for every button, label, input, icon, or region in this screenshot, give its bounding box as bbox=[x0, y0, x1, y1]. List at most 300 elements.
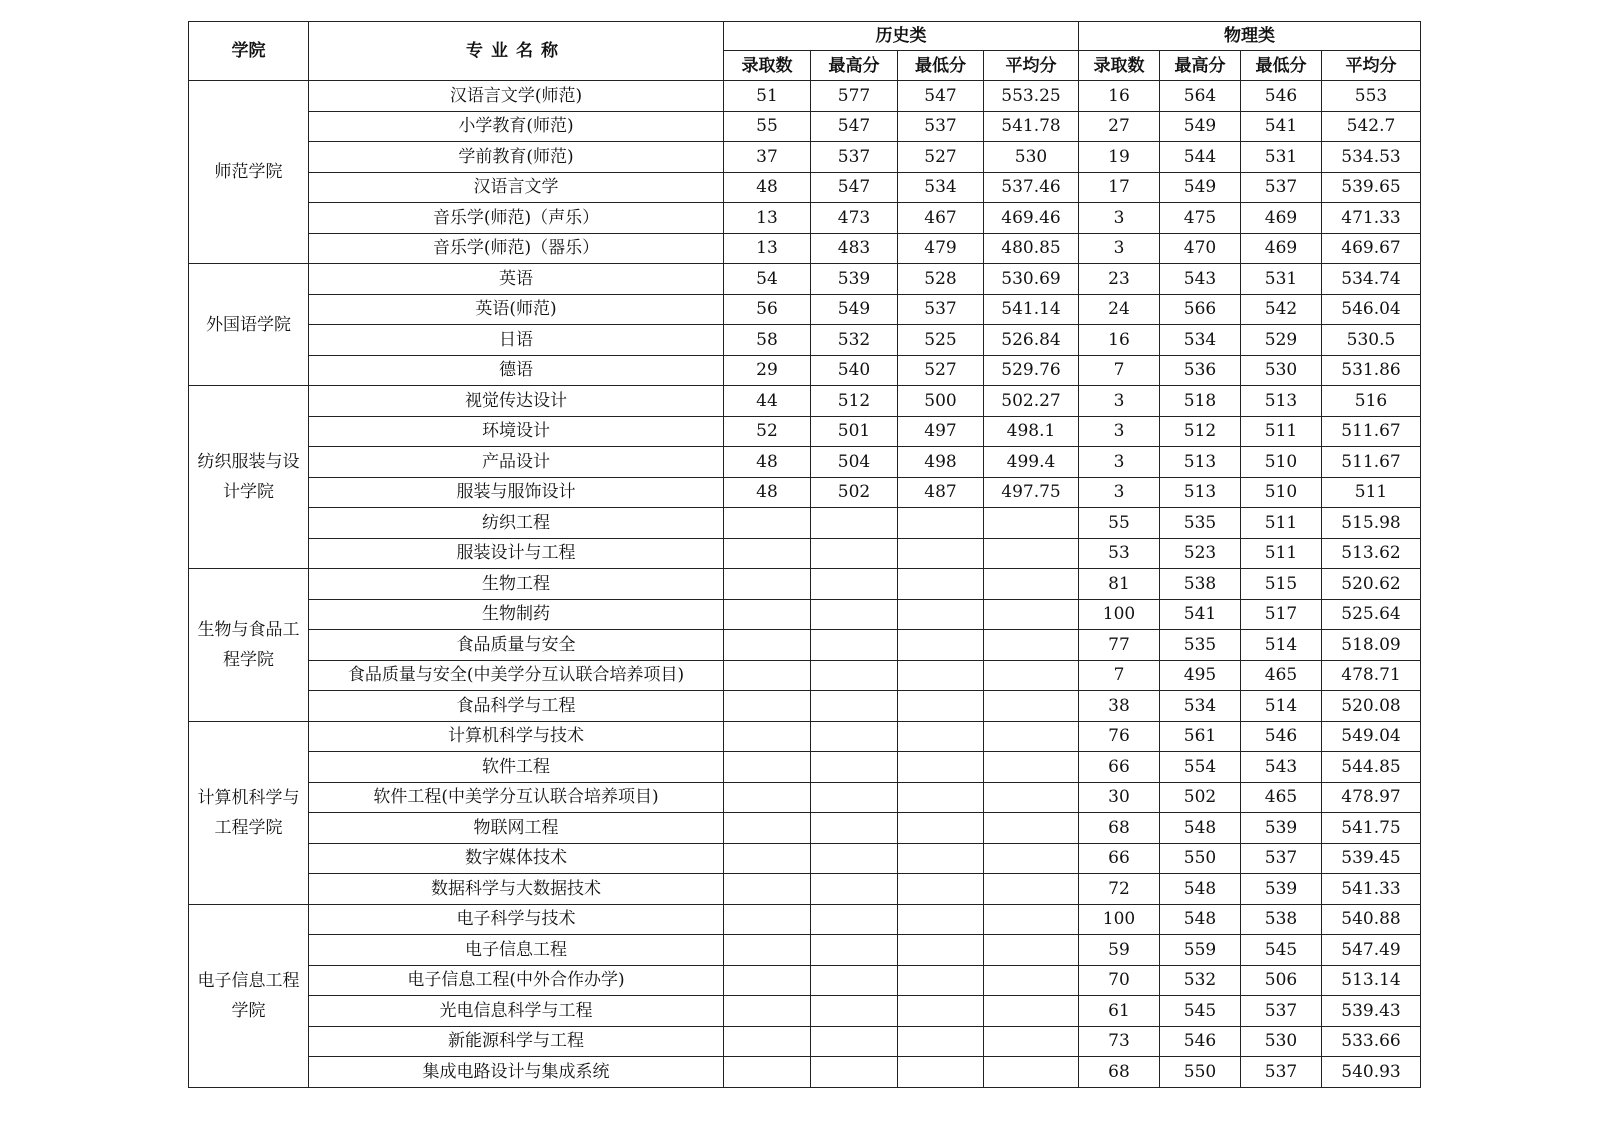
college-cell: 纺织服装与设计学院 bbox=[189, 386, 309, 569]
physics-admitted-cell: 3 bbox=[1079, 203, 1160, 234]
history-max-cell: 502 bbox=[811, 477, 898, 508]
history-admitted-cell bbox=[724, 508, 811, 539]
history-max-cell bbox=[811, 630, 898, 661]
physics-admitted-cell: 66 bbox=[1079, 843, 1160, 874]
physics-avg-cell: 534.53 bbox=[1322, 142, 1421, 173]
history-min-cell bbox=[898, 630, 984, 661]
physics-max-cell: 544 bbox=[1160, 142, 1241, 173]
history-admitted-cell bbox=[724, 843, 811, 874]
table-row bbox=[189, 142, 1421, 173]
history-avg-cell bbox=[984, 843, 1079, 874]
history-admitted-cell: 56 bbox=[724, 294, 811, 325]
history-avg-cell bbox=[984, 813, 1079, 844]
physics-admitted-header: 录取数 bbox=[1079, 51, 1160, 81]
physics-max-cell: 512 bbox=[1160, 416, 1241, 447]
physics-admitted-cell: 3 bbox=[1079, 447, 1160, 478]
history-min-cell bbox=[898, 782, 984, 813]
physics-max-cell: 549 bbox=[1160, 111, 1241, 142]
table-row bbox=[189, 935, 1421, 966]
history-admitted-cell: 37 bbox=[724, 142, 811, 173]
table-row bbox=[189, 874, 1421, 905]
table-row bbox=[189, 172, 1421, 203]
history-min-cell: 527 bbox=[898, 142, 984, 173]
history-avg-cell: 541.78 bbox=[984, 111, 1079, 142]
history-admitted-cell bbox=[724, 752, 811, 783]
table-row bbox=[189, 904, 1421, 935]
college-header: 学院 bbox=[189, 22, 309, 81]
header-row-groups bbox=[189, 22, 1421, 51]
major-cell: 电子信息工程(中外合作办学) bbox=[309, 965, 724, 996]
history-min-cell: 479 bbox=[898, 233, 984, 264]
history-min-cell bbox=[898, 752, 984, 783]
physics-max-cell: 518 bbox=[1160, 386, 1241, 417]
physics-max-cell: 550 bbox=[1160, 1057, 1241, 1088]
table-row bbox=[189, 721, 1421, 752]
physics-max-cell: 538 bbox=[1160, 569, 1241, 600]
history-min-cell bbox=[898, 965, 984, 996]
physics-max-cell: 534 bbox=[1160, 691, 1241, 722]
physics-min-cell: 539 bbox=[1241, 813, 1322, 844]
major-cell: 服装设计与工程 bbox=[309, 538, 724, 569]
physics-max-cell: 541 bbox=[1160, 599, 1241, 630]
physics-min-cell: 465 bbox=[1241, 660, 1322, 691]
physics-max-cell: 536 bbox=[1160, 355, 1241, 386]
history-min-cell: 537 bbox=[898, 294, 984, 325]
physics-max-cell: 548 bbox=[1160, 904, 1241, 935]
history-avg-cell bbox=[984, 935, 1079, 966]
history-max-cell: 549 bbox=[811, 294, 898, 325]
major-cell: 物联网工程 bbox=[309, 813, 724, 844]
physics-avg-cell: 511 bbox=[1322, 477, 1421, 508]
history-group-header: 历史类 bbox=[724, 22, 1079, 51]
history-admitted-cell bbox=[724, 569, 811, 600]
physics-admitted-cell: 16 bbox=[1079, 81, 1160, 112]
history-admitted-cell: 58 bbox=[724, 325, 811, 356]
physics-admitted-cell: 53 bbox=[1079, 538, 1160, 569]
major-cell: 小学教育(师范) bbox=[309, 111, 724, 142]
physics-min-cell: 465 bbox=[1241, 782, 1322, 813]
physics-avg-cell: 533.66 bbox=[1322, 1026, 1421, 1057]
physics-max-cell: 550 bbox=[1160, 843, 1241, 874]
history-avg-cell: 530.69 bbox=[984, 264, 1079, 295]
history-max-cell bbox=[811, 721, 898, 752]
physics-admitted-cell: 70 bbox=[1079, 965, 1160, 996]
table-row bbox=[189, 508, 1421, 539]
major-cell: 软件工程(中美学分互认联合培养项目) bbox=[309, 782, 724, 813]
major-cell: 英语(师范) bbox=[309, 294, 724, 325]
history-admitted-cell bbox=[724, 1026, 811, 1057]
physics-min-cell: 506 bbox=[1241, 965, 1322, 996]
physics-avg-cell: 525.64 bbox=[1322, 599, 1421, 630]
physics-admitted-cell: 24 bbox=[1079, 294, 1160, 325]
physics-min-cell: 469 bbox=[1241, 233, 1322, 264]
physics-min-header: 最低分 bbox=[1241, 51, 1322, 81]
physics-max-cell: 513 bbox=[1160, 447, 1241, 478]
history-avg-cell: 530 bbox=[984, 142, 1079, 173]
history-min-cell bbox=[898, 874, 984, 905]
history-max-cell bbox=[811, 752, 898, 783]
history-admitted-cell bbox=[724, 721, 811, 752]
history-max-cell: 501 bbox=[811, 416, 898, 447]
physics-min-cell: 529 bbox=[1241, 325, 1322, 356]
major-cell: 电子科学与技术 bbox=[309, 904, 724, 935]
physics-avg-cell: 530.5 bbox=[1322, 325, 1421, 356]
physics-min-cell: 539 bbox=[1241, 874, 1322, 905]
table-row bbox=[189, 294, 1421, 325]
history-max-cell bbox=[811, 1057, 898, 1088]
history-max-cell: 547 bbox=[811, 111, 898, 142]
history-min-header: 最低分 bbox=[898, 51, 984, 81]
physics-max-cell: 523 bbox=[1160, 538, 1241, 569]
history-admitted-cell bbox=[724, 813, 811, 844]
physics-max-cell: 564 bbox=[1160, 81, 1241, 112]
history-avg-cell: 498.1 bbox=[984, 416, 1079, 447]
history-avg-cell: 537.46 bbox=[984, 172, 1079, 203]
history-admitted-cell: 54 bbox=[724, 264, 811, 295]
history-admitted-cell: 51 bbox=[724, 81, 811, 112]
history-avg-cell bbox=[984, 721, 1079, 752]
history-min-cell: 467 bbox=[898, 203, 984, 234]
physics-admitted-cell: 16 bbox=[1079, 325, 1160, 356]
history-avg-cell bbox=[984, 660, 1079, 691]
history-avg-cell bbox=[984, 904, 1079, 935]
history-min-cell: 497 bbox=[898, 416, 984, 447]
history-avg-cell: 480.85 bbox=[984, 233, 1079, 264]
history-max-cell: 547 bbox=[811, 172, 898, 203]
physics-max-cell: 548 bbox=[1160, 874, 1241, 905]
physics-avg-cell: 542.7 bbox=[1322, 111, 1421, 142]
physics-min-cell: 517 bbox=[1241, 599, 1322, 630]
major-cell: 集成电路设计与集成系统 bbox=[309, 1057, 724, 1088]
table-row bbox=[189, 1026, 1421, 1057]
major-cell: 生物工程 bbox=[309, 569, 724, 600]
major-header: 专业名称 bbox=[309, 22, 724, 81]
history-max-cell bbox=[811, 599, 898, 630]
history-max-cell: 539 bbox=[811, 264, 898, 295]
history-min-cell bbox=[898, 904, 984, 935]
physics-avg-cell: 541.75 bbox=[1322, 813, 1421, 844]
physics-avg-cell: 549.04 bbox=[1322, 721, 1421, 752]
physics-admitted-cell: 19 bbox=[1079, 142, 1160, 173]
physics-min-cell: 531 bbox=[1241, 264, 1322, 295]
physics-max-cell: 561 bbox=[1160, 721, 1241, 752]
physics-min-cell: 537 bbox=[1241, 1057, 1322, 1088]
history-avg-cell bbox=[984, 630, 1079, 661]
physics-min-cell: 538 bbox=[1241, 904, 1322, 935]
physics-max-cell: 545 bbox=[1160, 996, 1241, 1027]
physics-max-cell: 549 bbox=[1160, 172, 1241, 203]
physics-avg-header: 平均分 bbox=[1322, 51, 1421, 81]
table-row bbox=[189, 691, 1421, 722]
history-max-header: 最高分 bbox=[811, 51, 898, 81]
physics-min-cell: 514 bbox=[1241, 691, 1322, 722]
physics-avg-cell: 520.62 bbox=[1322, 569, 1421, 600]
major-cell: 产品设计 bbox=[309, 447, 724, 478]
history-min-cell: 500 bbox=[898, 386, 984, 417]
history-max-cell bbox=[811, 904, 898, 935]
physics-admitted-cell: 100 bbox=[1079, 904, 1160, 935]
physics-max-cell: 535 bbox=[1160, 630, 1241, 661]
physics-avg-cell: 516 bbox=[1322, 386, 1421, 417]
history-max-cell bbox=[811, 782, 898, 813]
physics-admitted-cell: 17 bbox=[1079, 172, 1160, 203]
major-cell: 数据科学与大数据技术 bbox=[309, 874, 724, 905]
history-admitted-cell: 48 bbox=[724, 447, 811, 478]
physics-avg-cell: 513.62 bbox=[1322, 538, 1421, 569]
history-avg-cell bbox=[984, 691, 1079, 722]
major-cell: 服装与服饰设计 bbox=[309, 477, 724, 508]
physics-avg-cell: 553 bbox=[1322, 81, 1421, 112]
physics-min-cell: 511 bbox=[1241, 416, 1322, 447]
history-min-cell bbox=[898, 508, 984, 539]
college-cell: 生物与食品工程学院 bbox=[189, 569, 309, 722]
history-max-cell bbox=[811, 965, 898, 996]
history-avg-cell: 526.84 bbox=[984, 325, 1079, 356]
history-avg-cell: 499.4 bbox=[984, 447, 1079, 478]
major-cell: 食品科学与工程 bbox=[309, 691, 724, 722]
physics-min-cell: 530 bbox=[1241, 355, 1322, 386]
history-avg-cell bbox=[984, 1026, 1079, 1057]
history-min-cell: 534 bbox=[898, 172, 984, 203]
physics-avg-cell: 511.67 bbox=[1322, 416, 1421, 447]
history-min-cell: 525 bbox=[898, 325, 984, 356]
physics-max-cell: 543 bbox=[1160, 264, 1241, 295]
major-cell: 视觉传达设计 bbox=[309, 386, 724, 417]
history-avg-cell bbox=[984, 996, 1079, 1027]
physics-min-cell: 546 bbox=[1241, 721, 1322, 752]
physics-min-cell: 546 bbox=[1241, 81, 1322, 112]
history-max-cell bbox=[811, 538, 898, 569]
physics-min-cell: 511 bbox=[1241, 538, 1322, 569]
physics-avg-cell: 547.49 bbox=[1322, 935, 1421, 966]
physics-max-cell: 532 bbox=[1160, 965, 1241, 996]
history-admitted-cell: 44 bbox=[724, 386, 811, 417]
physics-min-cell: 515 bbox=[1241, 569, 1322, 600]
physics-admitted-cell: 72 bbox=[1079, 874, 1160, 905]
history-avg-cell bbox=[984, 965, 1079, 996]
physics-admitted-cell: 3 bbox=[1079, 477, 1160, 508]
history-admitted-cell: 48 bbox=[724, 172, 811, 203]
table-row bbox=[189, 965, 1421, 996]
history-admitted-cell bbox=[724, 691, 811, 722]
history-max-cell bbox=[811, 691, 898, 722]
physics-admitted-cell: 38 bbox=[1079, 691, 1160, 722]
history-avg-header: 平均分 bbox=[984, 51, 1079, 81]
physics-max-cell: 470 bbox=[1160, 233, 1241, 264]
physics-max-cell: 534 bbox=[1160, 325, 1241, 356]
table-row bbox=[189, 111, 1421, 142]
history-max-cell: 540 bbox=[811, 355, 898, 386]
table-row bbox=[189, 386, 1421, 417]
major-cell: 生物制药 bbox=[309, 599, 724, 630]
history-avg-cell: 553.25 bbox=[984, 81, 1079, 112]
physics-min-cell: 514 bbox=[1241, 630, 1322, 661]
major-cell: 软件工程 bbox=[309, 752, 724, 783]
physics-min-cell: 537 bbox=[1241, 843, 1322, 874]
table-row bbox=[189, 1057, 1421, 1088]
history-max-cell: 532 bbox=[811, 325, 898, 356]
history-max-cell bbox=[811, 843, 898, 874]
history-min-cell: 528 bbox=[898, 264, 984, 295]
physics-admitted-cell: 7 bbox=[1079, 355, 1160, 386]
physics-min-cell: 531 bbox=[1241, 142, 1322, 173]
college-cell: 外国语学院 bbox=[189, 264, 309, 386]
history-min-cell bbox=[898, 813, 984, 844]
history-admitted-cell bbox=[724, 782, 811, 813]
physics-min-cell: 537 bbox=[1241, 172, 1322, 203]
history-admitted-cell: 13 bbox=[724, 233, 811, 264]
physics-avg-cell: 511.67 bbox=[1322, 447, 1421, 478]
history-admitted-cell bbox=[724, 599, 811, 630]
history-max-cell: 504 bbox=[811, 447, 898, 478]
history-avg-cell: 541.14 bbox=[984, 294, 1079, 325]
major-cell: 汉语言文学(师范) bbox=[309, 81, 724, 112]
table-row bbox=[189, 355, 1421, 386]
table-row bbox=[189, 264, 1421, 295]
table-row bbox=[189, 447, 1421, 478]
physics-admitted-cell: 68 bbox=[1079, 813, 1160, 844]
table-row bbox=[189, 782, 1421, 813]
history-max-cell bbox=[811, 874, 898, 905]
history-max-cell bbox=[811, 935, 898, 966]
history-max-cell: 473 bbox=[811, 203, 898, 234]
table-row bbox=[189, 599, 1421, 630]
major-cell: 食品质量与安全(中美学分互认联合培养项目) bbox=[309, 660, 724, 691]
physics-min-cell: 469 bbox=[1241, 203, 1322, 234]
physics-max-cell: 535 bbox=[1160, 508, 1241, 539]
physics-admitted-cell: 100 bbox=[1079, 599, 1160, 630]
physics-max-header: 最高分 bbox=[1160, 51, 1241, 81]
history-admitted-cell: 13 bbox=[724, 203, 811, 234]
history-min-cell: 487 bbox=[898, 477, 984, 508]
physics-admitted-cell: 76 bbox=[1079, 721, 1160, 752]
history-min-cell bbox=[898, 1026, 984, 1057]
history-min-cell bbox=[898, 843, 984, 874]
history-avg-cell bbox=[984, 752, 1079, 783]
history-admitted-cell bbox=[724, 1057, 811, 1088]
physics-admitted-cell: 55 bbox=[1079, 508, 1160, 539]
physics-admitted-cell: 68 bbox=[1079, 1057, 1160, 1088]
major-cell: 学前教育(师范) bbox=[309, 142, 724, 173]
physics-avg-cell: 520.08 bbox=[1322, 691, 1421, 722]
physics-max-cell: 513 bbox=[1160, 477, 1241, 508]
history-admitted-cell bbox=[724, 660, 811, 691]
physics-max-cell: 502 bbox=[1160, 782, 1241, 813]
history-min-cell bbox=[898, 721, 984, 752]
major-cell: 计算机科学与技术 bbox=[309, 721, 724, 752]
history-admitted-cell bbox=[724, 630, 811, 661]
major-cell: 数字媒体技术 bbox=[309, 843, 724, 874]
table-row bbox=[189, 325, 1421, 356]
history-max-cell bbox=[811, 996, 898, 1027]
history-admitted-header: 录取数 bbox=[724, 51, 811, 81]
physics-min-cell: 545 bbox=[1241, 935, 1322, 966]
physics-max-cell: 495 bbox=[1160, 660, 1241, 691]
history-min-cell: 537 bbox=[898, 111, 984, 142]
physics-min-cell: 513 bbox=[1241, 386, 1322, 417]
physics-min-cell: 510 bbox=[1241, 477, 1322, 508]
history-avg-cell bbox=[984, 538, 1079, 569]
physics-avg-cell: 469.67 bbox=[1322, 233, 1421, 264]
physics-admitted-cell: 30 bbox=[1079, 782, 1160, 813]
physics-avg-cell: 539.65 bbox=[1322, 172, 1421, 203]
physics-min-cell: 537 bbox=[1241, 996, 1322, 1027]
history-admitted-cell bbox=[724, 538, 811, 569]
history-min-cell: 527 bbox=[898, 355, 984, 386]
history-avg-cell bbox=[984, 508, 1079, 539]
major-cell: 光电信息科学与工程 bbox=[309, 996, 724, 1027]
major-cell: 环境设计 bbox=[309, 416, 724, 447]
table-row bbox=[189, 416, 1421, 447]
history-max-cell bbox=[811, 508, 898, 539]
physics-avg-cell: 539.43 bbox=[1322, 996, 1421, 1027]
history-max-cell bbox=[811, 569, 898, 600]
physics-avg-cell: 540.93 bbox=[1322, 1057, 1421, 1088]
physics-min-cell: 530 bbox=[1241, 1026, 1322, 1057]
major-cell: 英语 bbox=[309, 264, 724, 295]
table-row bbox=[189, 81, 1421, 112]
history-avg-cell: 469.46 bbox=[984, 203, 1079, 234]
history-admitted-cell: 48 bbox=[724, 477, 811, 508]
table-row bbox=[189, 203, 1421, 234]
history-max-cell: 577 bbox=[811, 81, 898, 112]
history-admitted-cell bbox=[724, 996, 811, 1027]
history-min-cell bbox=[898, 599, 984, 630]
table-row bbox=[189, 477, 1421, 508]
physics-max-cell: 566 bbox=[1160, 294, 1241, 325]
history-min-cell: 498 bbox=[898, 447, 984, 478]
history-min-cell bbox=[898, 691, 984, 722]
major-cell: 音乐学(师范)（声乐） bbox=[309, 203, 724, 234]
physics-avg-cell: 539.45 bbox=[1322, 843, 1421, 874]
history-avg-cell: 502.27 bbox=[984, 386, 1079, 417]
college-cell: 师范学院 bbox=[189, 81, 309, 264]
history-admitted-cell: 52 bbox=[724, 416, 811, 447]
physics-min-cell: 510 bbox=[1241, 447, 1322, 478]
physics-admitted-cell: 61 bbox=[1079, 996, 1160, 1027]
history-avg-cell bbox=[984, 874, 1079, 905]
history-max-cell bbox=[811, 1026, 898, 1057]
physics-avg-cell: 531.86 bbox=[1322, 355, 1421, 386]
major-cell: 纺织工程 bbox=[309, 508, 724, 539]
physics-max-cell: 546 bbox=[1160, 1026, 1241, 1057]
physics-max-cell: 559 bbox=[1160, 935, 1241, 966]
table-row bbox=[189, 660, 1421, 691]
physics-admitted-cell: 77 bbox=[1079, 630, 1160, 661]
major-cell: 电子信息工程 bbox=[309, 935, 724, 966]
physics-max-cell: 554 bbox=[1160, 752, 1241, 783]
table-row bbox=[189, 233, 1421, 264]
history-min-cell bbox=[898, 538, 984, 569]
history-min-cell bbox=[898, 996, 984, 1027]
major-cell: 德语 bbox=[309, 355, 724, 386]
history-avg-cell bbox=[984, 569, 1079, 600]
history-admitted-cell bbox=[724, 904, 811, 935]
physics-avg-cell: 471.33 bbox=[1322, 203, 1421, 234]
physics-admitted-cell: 27 bbox=[1079, 111, 1160, 142]
table-row bbox=[189, 569, 1421, 600]
table-row bbox=[189, 996, 1421, 1027]
history-min-cell bbox=[898, 569, 984, 600]
physics-min-cell: 511 bbox=[1241, 508, 1322, 539]
history-min-cell bbox=[898, 935, 984, 966]
history-min-cell bbox=[898, 660, 984, 691]
history-max-cell: 483 bbox=[811, 233, 898, 264]
physics-avg-cell: 546.04 bbox=[1322, 294, 1421, 325]
table-row bbox=[189, 752, 1421, 783]
physics-admitted-cell: 66 bbox=[1079, 752, 1160, 783]
history-avg-cell: 497.75 bbox=[984, 477, 1079, 508]
